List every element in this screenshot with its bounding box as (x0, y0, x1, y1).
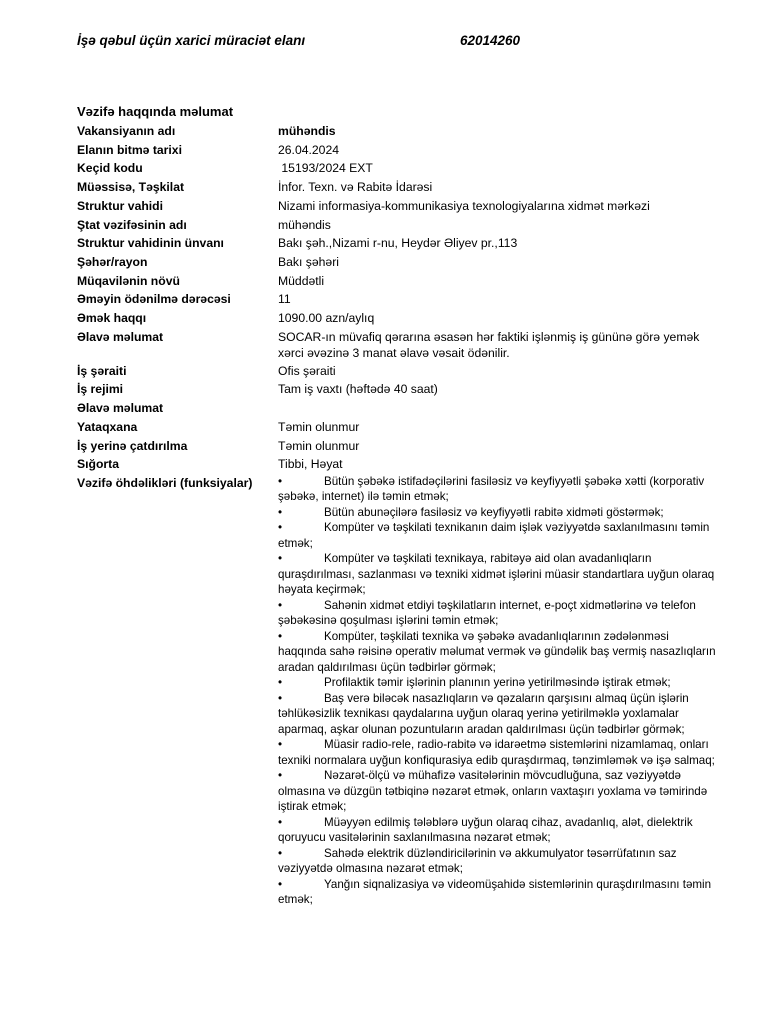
bullet-icon: • (278, 769, 283, 783)
field-value: 1090.00 azn/aylıq (278, 311, 375, 326)
field-value: Təmin olunmur (278, 419, 360, 434)
field-label: Əlavə məlumat (77, 401, 164, 416)
field-row-additional-info-2 (77, 399, 717, 418)
field-row-contract-type (77, 272, 717, 291)
field-row-work-conditions (77, 362, 717, 381)
field-label: Yataqxana (77, 419, 138, 434)
list-item: • Bütün şəbəkə istifadəçilərini fasiləsiz və keyfiyyətli şəbəkə xətti (korporativ şəbəkə, internet) ilə təmin etmək; (278, 474, 705, 504)
bullet-icon: • (278, 691, 283, 705)
field-row-transport (77, 437, 717, 456)
list-item: • Baş verə biləcək nasazlıqların və qəzaların qarşısını almaq üçün işlərin təhlükəsizlik texnikası qaydalarına uyğun olaraq yerinə yetirilməklə yoxlamalar aparmaq, aşkar olunan pozuntuların aradan qaldırılması üçün tədbirlər görmək; (278, 691, 689, 736)
field-value: SOCAR-ın müvafiq qərarına əsasən hər faktiki işlənmiş iş gününə görə yemək xərci əvəzinə 3 manat əlavə vəsait ödənilir. (278, 329, 700, 361)
field-row-unit-address (77, 234, 717, 253)
field-label: İş şəraiti (77, 363, 127, 378)
field-row-structural-unit (77, 197, 717, 216)
field-label: Əməyin ödənilmə dərəcəsi (77, 292, 231, 307)
field-label: İş rejimi (77, 382, 124, 397)
bullet-icon: • (278, 474, 283, 488)
field-value: Tam iş vaxtı (həftədə 40 saat) (278, 382, 438, 397)
field-value: Təmin olunmur (278, 438, 360, 453)
field-value: 26.04.2024 (278, 142, 339, 157)
field-row-deadline (77, 141, 717, 160)
field-label: Ştat vəzifəsinin adı (77, 217, 187, 232)
field-label: Vəzifə öhdəlikləri (funksiyalar) (77, 475, 253, 490)
field-value: Ofis şəraiti (278, 363, 336, 378)
field-label: Elanın bitmə tarixi (77, 142, 182, 157)
announcement-code: 62014260 (460, 33, 521, 48)
field-label: Struktur vahidi (77, 198, 164, 213)
bullet-icon: • (278, 598, 283, 612)
bullet-icon: • (278, 552, 283, 566)
bullet-icon: • (278, 676, 283, 690)
field-label: Əlavə məlumat (77, 329, 164, 344)
field-label: İş yerinə çatdırılma (77, 438, 188, 453)
document-header (77, 33, 717, 51)
field-value: mühəndis (278, 124, 336, 138)
field-row-dormitory (77, 418, 717, 437)
bullet-icon: • (278, 846, 283, 860)
list-item: • Müəyyən edilmiş tələblərə uyğun olaraq cihaz, avadanlıq, alət, dielektrik qoruyucu vasitələrinin saxlanılmasına nəzarət etmək; (278, 815, 693, 845)
list-item: • Profilaktik təmir işlərinin planının yerinə yetirilməsində iştirak etmək; (278, 676, 671, 690)
bullet-icon: • (278, 877, 283, 891)
section-title: Vəzifə haqqında məlumat (77, 104, 234, 119)
field-row-additional-info (77, 328, 717, 362)
field-label: Keçid kodu (77, 161, 143, 176)
field-label: Sığorta (77, 457, 119, 472)
list-item: • Sahənin xidmət etdiyi təşkilatların internet, e-poçt xidmətlərinə və telefon şəbəkəsinə qoşulması işlərini təmin etmək; (278, 598, 696, 628)
field-row-insurance (77, 455, 717, 474)
field-row-position-title (77, 216, 717, 235)
list-item: • Nəzarət-ölçü və mühafizə vasitələrinin mövcudluğuna, saz vəziyyətdə olmasına və düzgün tətbiqinə nəzarət etmək, onların vaxtaşırı yoxlama və təmirində iştirak etmək; (278, 769, 708, 814)
field-value: mühəndis (278, 217, 331, 232)
bullet-icon: • (278, 738, 283, 752)
field-row-salary (77, 309, 717, 328)
field-label: Şəhər/rayon (77, 254, 148, 269)
bullet-icon: • (278, 815, 283, 829)
field-value: Bakı şəhəri (278, 254, 339, 269)
list-item: • Bütün abunəçilərə fasiləsiz və keyfiyyətli rabitə xidməti göstərmək; (278, 505, 664, 519)
field-row-vacancy-name (77, 122, 717, 141)
field-label: Struktur vahidinin ünvanı (77, 236, 224, 251)
field-row-work-schedule (77, 380, 717, 399)
field-label: Əmək haqqı (77, 311, 147, 326)
field-value: Müddətli (278, 273, 325, 288)
announcement-title: İşə qəbul üçün xarici müraciət elanı (77, 33, 306, 48)
list-item: • Müasir radio-rele, radio-rabitə və idarəetmə sistemlərini nizamlamaq, onları texniki normalara uyğun konfiqurasiya edib quraşdırmaq, tənzimləmək və işə salmaq; (278, 738, 715, 767)
list-item: • Yanğın siqnalizasiya və videomüşahidə sistemlərinin quraşdırılmasını təmin etmək; (278, 877, 712, 907)
field-label: Müqavilənin növü (77, 273, 180, 288)
field-value: Nizami informasiya-kommunikasiya texnologiyalarına xidmət mərkəzi (278, 198, 650, 213)
field-row-pay-grade (77, 290, 717, 309)
field-row-city (77, 253, 717, 272)
field-label: Vakansiyanın adı (77, 124, 176, 138)
duties-list (278, 474, 717, 908)
field-value: Tibbi, Həyat (278, 457, 343, 472)
field-value: İnfor. Texn. və Rabitə İdarəsi (278, 180, 433, 195)
list-item: • Kompüter və təşkilati texnikanın daim işlək vəziyyətdə saxlanılmasını təmin etmək; (278, 521, 710, 550)
bullet-icon: • (278, 629, 283, 643)
field-row-organization (77, 178, 717, 197)
field-row-link-code (77, 159, 717, 178)
job-info-table (77, 122, 717, 908)
field-row-duties (77, 474, 717, 908)
bullet-icon: • (278, 505, 283, 519)
field-value: 11 (278, 292, 291, 307)
field-value: 15193/2024 EXT (278, 161, 373, 176)
list-item: • Kompüter və təşkilati texnikaya, rabitəyə aid olan avadanlıqların quraşdırılması, sazlanması və texniki xidmət işlərini müasir standartlara uyğun olaraq həyata keçirmək; (278, 552, 715, 597)
list-item: • Kompüter, təşkilati texnika və şəbəkə avadanlıqlarının zədələnməsi haqqında sahə rəisinə operativ məlumat vermək və gündəlik baş vermiş nasazlıqların aradan qaldırılması üçün tədbirlər görmək; (278, 629, 716, 674)
field-label: Müəssisə, Təşkilat (77, 180, 185, 195)
field-value: Bakı şəh.,Nizami r-nu, Heydər Əliyev pr.,113 (278, 236, 518, 251)
bullet-icon: • (278, 521, 283, 535)
list-item: • Sahədə elektrik düzləndiricilərinin və akkumulyator təsərrüfatının saz vəziyyətdə olmasına nəzarət etmək; (278, 846, 677, 876)
